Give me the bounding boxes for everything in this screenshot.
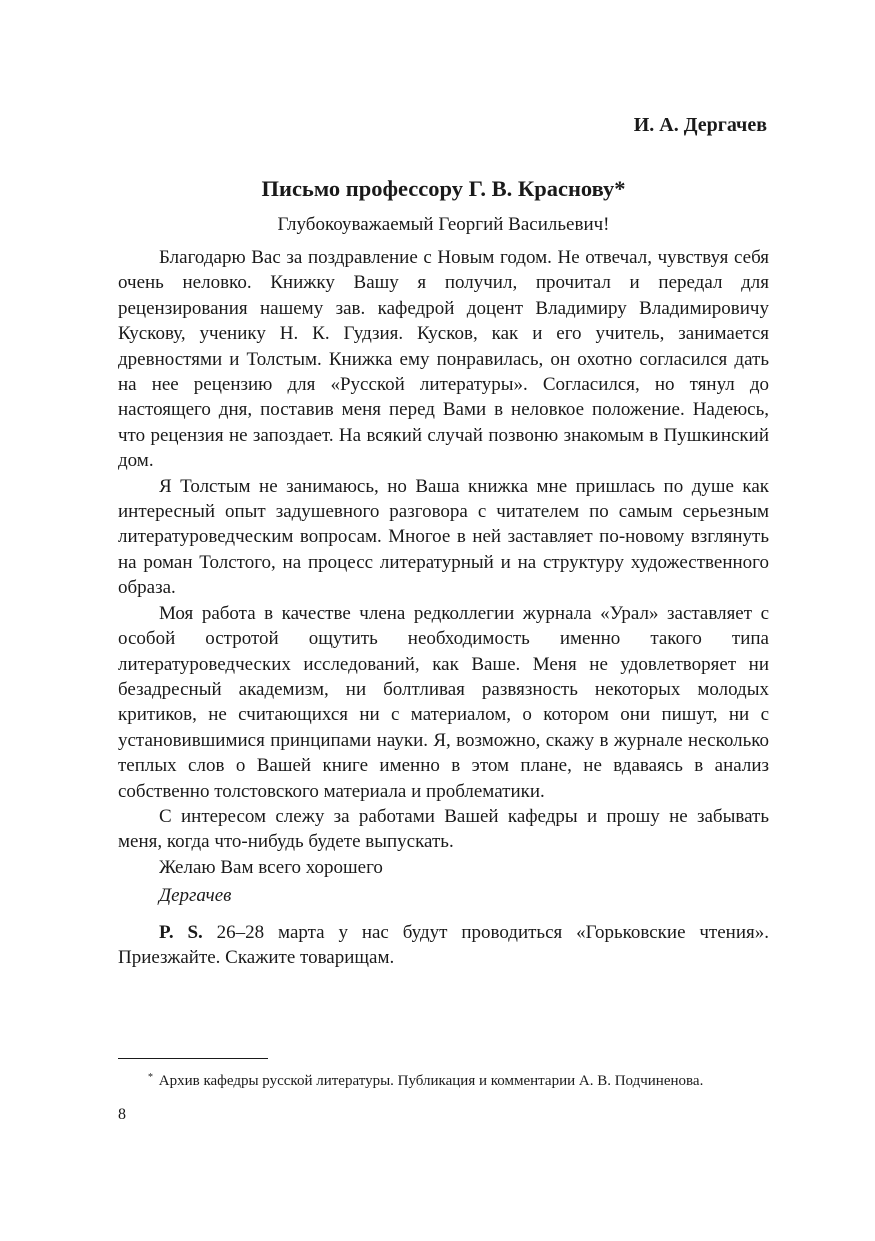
article-title: Письмо профессору Г. В. Краснову* xyxy=(261,176,626,201)
footnote xyxy=(148,1072,788,1090)
footnote-marker: * xyxy=(148,1072,153,1083)
signature: Дергачев xyxy=(159,885,232,907)
closing-line: Желаю Вам всего хорошего xyxy=(159,856,383,878)
paragraph-1: Благодарю Вас за поздравление с Новым годом. Не отвечал, чувствуя себя очень неловко. Книжку Вашу я получил, прочитал и передал для рецензирования нашему зав. кафедрой доцент Владимиру Владимировичу Кускову, ученику Н. К. Гудзия. Кусков, как и его учитель, занимается древностями и Толстым. Книжка ему понравилась, он охотно согласился дать на нее рецензию для «Русской литературы». Согласился, но тянул до настоящего дня, поставив меня перед Вами в неловкое положение. Надеюсь, что рецензия не запоздает. На всякий случай позвоню знакомым в Пушкинский дом. xyxy=(118,247,769,472)
page-number: 8 xyxy=(118,1106,126,1123)
footnote-text: Архив кафедры русской литературы. Публикация и комментарии А. В. Подчиненова. xyxy=(158,1073,704,1089)
postscript-text: 26–28 марта у нас будут проводиться «Горьковские чтения». Приезжайте. Скажите товарищам. xyxy=(118,921,769,968)
postscript-label: P. S. xyxy=(159,921,203,943)
salutation: Глубокоуважаемый Георгий Васильевич! xyxy=(277,214,610,235)
letter-body xyxy=(118,245,769,970)
postscript xyxy=(118,920,769,971)
paragraph-2: Я Толстым не занимаюсь, но Ваша книжка мне пришлась по душе как интересный опыт задушевного разговора с читателем по самым серьезным литературоведческим вопросам. Многое в ней заставляет по-новому взглянуть на роман Толстого, на процесс литературный и на структуру художественного образа. xyxy=(118,475,769,599)
paragraph-4: С интересом слежу за работами Вашей кафедры и прошу не забывать меня, когда что-нибудь будете выпускать. xyxy=(118,805,769,853)
footnote-divider xyxy=(118,1058,268,1059)
paragraph-3: Моя работа в качестве члена редколлегии журнала «Урал» заставляет с особой остротой ощутить необходимость именно такого типа литературоведческих исследований, как Ваше. Меня не удовлетворяет ни безадресный академизм, ни болтливая развязность некоторых молодых критиков, не считающихся ни с материалом, о котором они пишут, ни с установившимися принципами науки. Я, возможно, скажу в журнале несколько теплых слов о Вашей книге именно в этом плане, не вдаваясь в анализ собственно толстовского материала и проблематики. xyxy=(118,602,769,802)
author-name: И. А. Дергачев xyxy=(633,114,767,136)
